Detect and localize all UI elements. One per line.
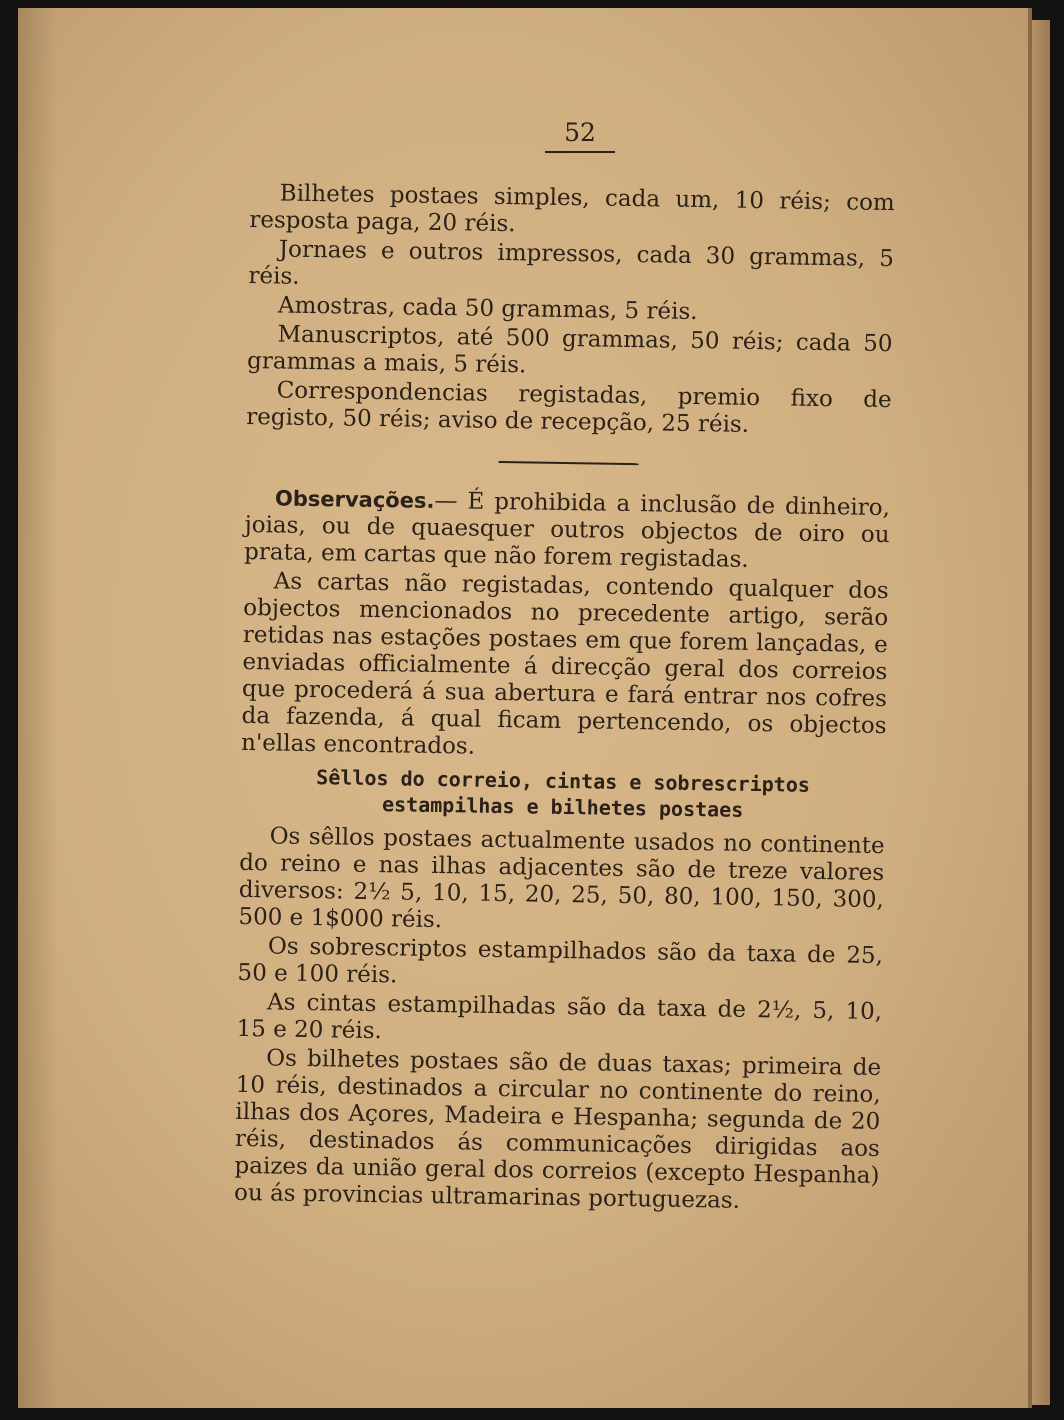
tariff-paragraph: Bilhetes postaes simples, cada um, 10 réis; com resposta paga, 20 réis. <box>249 180 895 238</box>
page-edge <box>1030 20 1050 1405</box>
section-paragraph: Os bilhetes postaes são de duas taxas; primeira de 10 réis, destinados a circular no continente do reino, ilhas dos Açores, Madeira e Hespanha; segunda de 20 réis, destinados ás communicações dirigidas aos paizes da união geral dos correios (excepto Hespanha) ou ás provincias ultramarinas portuguezas. <box>233 1045 882 1214</box>
page-number: 52 <box>545 118 615 153</box>
tariff-paragraph: Correspondencias registadas, premio fixo de registo, 50 réis; aviso de recepção, 25 réis. <box>246 377 892 438</box>
section-paragraph: Os sobrescriptos estampilhados são da taxa de 25, 50 e 100 réis. <box>237 933 884 989</box>
tariff-paragraph: Jornaes e outros impressos, cada 30 grammas, 5 réis. <box>248 236 895 290</box>
section-paragraph: As cintas estampilhadas são da taxa de 2½, 5, 10, 15 e 20 réis. <box>236 989 883 1045</box>
section-divider <box>498 461 638 465</box>
section-paragraph: Os sêllos postaes actualmente usados no continente do reino e nas ilhas adjacentes são de treze valores diversos: 2½ 5, 10, 15, 20, 25, 50, 80, 100, 150, 300, 500 e 1$000 réis. <box>238 823 885 934</box>
section-heading-line-1: Sêllos do correio, cintas e sobrescriptos <box>316 765 811 797</box>
tariff-paragraph: Amostras, cada 50 grammas, 5 réis. <box>277 292 698 326</box>
tariff-paragraph: Manuscriptos, até 500 grammas, 50 réis; cada 50 grammas a mais, 5 réis. <box>246 321 893 379</box>
section-heading <box>240 763 886 825</box>
observations-paragraph <box>244 485 890 576</box>
observations-text: — É prohibida a inclusão de dinheiro, joias, ou de quaesquer outros objectos de oiro ou prata, em cartas que não forem registadas. <box>243 487 891 573</box>
page-body <box>234 180 895 1219</box>
observations-label: Observações. <box>274 486 435 513</box>
observations-paragraph-2: As cartas não registadas, contendo qualquer dos objectos mencionados no precedente artigo, serão retidas nas estações postaes em que forem lançadas, e enviadas officialmente á direcção geral dos correios que procederá á sua abertura e fará entrar nos cofres da fazenda, á qual ficam pertencendo, os objectos n'ellas encontrados. <box>240 568 889 760</box>
section-heading-line-2: estampilhas e bilhetes postaes <box>381 792 744 822</box>
